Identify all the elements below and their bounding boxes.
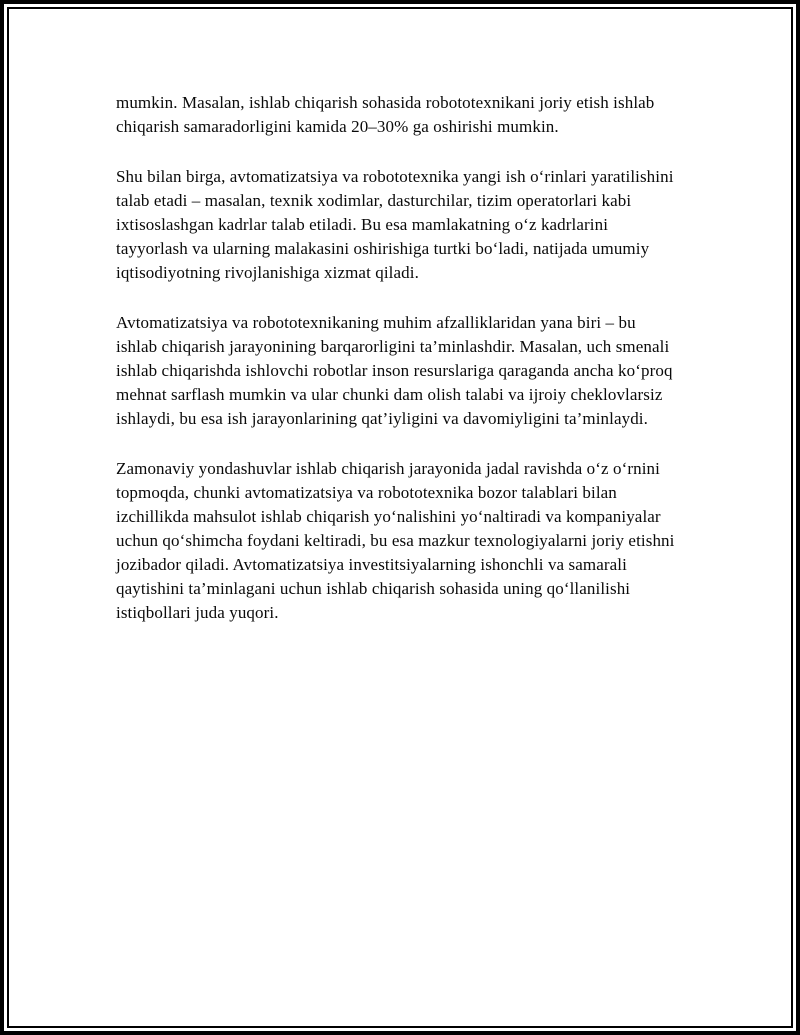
paragraph: Shu bilan birga, avtomatizatsiya va robototexnika yangi ish o‘rinlari yaratilishini talab etadi – masalan, texnik xodimlar, dasturchilar, tizim operatorlari kabi ixtisoslashgan kadrlar talab etiladi. Bu esa mamlakatning o‘z kadrlarini tayyorlash va ularning malakasini oshirishiga turtki bo‘ladi, natijada umumiy iqtisodiyotning rivojlanishiga xizmat qiladi. bbox=[116, 167, 674, 282]
paragraph: Avtomatizatsiya va robototexnikaning muhim afzalliklaridan yana biri – bu ishlab chiqarish jarayonining barqarorligini ta’minlashdir. Masalan, uch smenali ishlab chiqarishda ishlovchi robotlar inson resurslariga qaraganda ancha ko‘proq mehnat sarflash mumkin va ular chunki dam olish talabi va ijroiy cheklovlarsiz ishlaydi, bu esa ish jarayonlarining qat’iyligini va davomiyligini ta’minlaydi. bbox=[116, 313, 673, 428]
paragraph: mumkin. Masalan, ishlab chiqarish sohasida robototexnikani joriy etish ishlab chiqarish samaradorligini kamida 20–30% ga oshirishi mumkin. bbox=[116, 93, 655, 136]
paragraph: Zamonaviy yondashuvlar ishlab chiqarish jarayonida jadal ravishda o‘z o‘rnini topmoqda, chunki avtomatizatsiya va robototexnika bozor talablari bilan izchillikda mahsulot ishlab chiqarish yo‘nalishini yo‘naltiradi va kompaniyalar uchun qo‘shimcha foydani keltiradi, bu esa mazkur texnologiyalarni joriy etishni jozibador qiladi. Avtomatizatsiya investitsiyalarning ishonchli va samarali qaytishini ta’minlagani uchun ishlab chiqarish sohasida uning qo‘llanilishi istiqbollari juda yuqori. bbox=[116, 459, 675, 622]
document-text-block bbox=[116, 91, 681, 625]
document-page bbox=[7, 7, 793, 1028]
